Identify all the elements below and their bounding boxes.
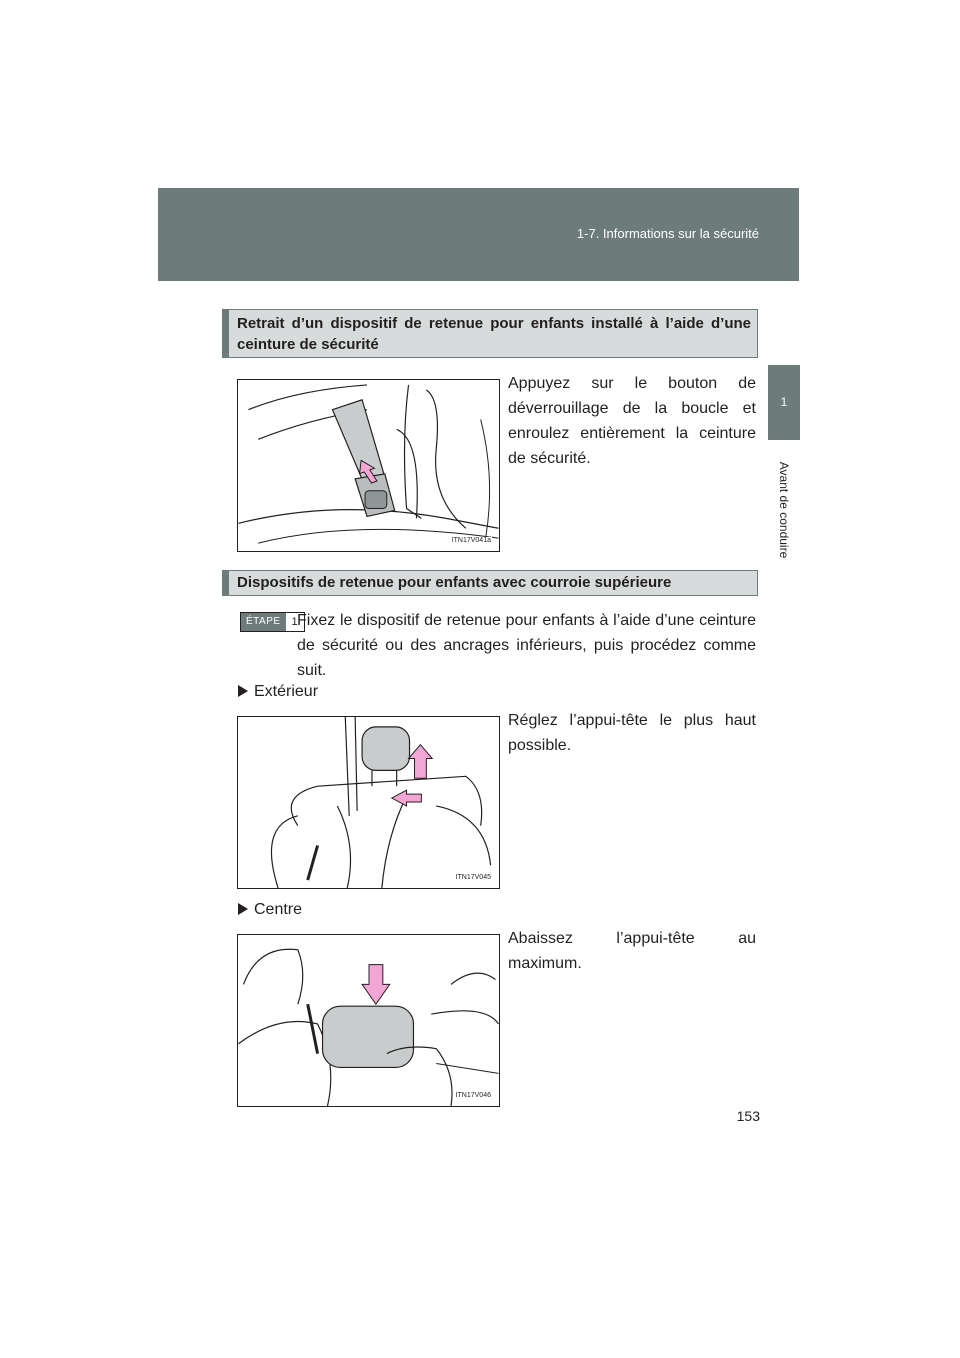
section-heading-removal: [222, 309, 758, 358]
step-badge: [240, 612, 305, 632]
raise-headrest-illustration: [238, 717, 499, 888]
heading-accent-bar: [223, 571, 229, 595]
heading-accent-bar: [223, 310, 229, 357]
figure-buckle-release: [237, 379, 500, 552]
triangle-bullet-icon: [238, 903, 248, 915]
chapter-title: 1-7. Informations sur la sécurité: [576, 226, 759, 241]
bullet-label: Extérieur: [254, 683, 319, 700]
instruction-lower-headrest: Abaissez l’appui-tête au maximum.: [508, 930, 756, 972]
figure-raise-headrest: [237, 716, 500, 889]
section-heading-text: Retrait d’un dispositif de retenue pour enfants installé à l’aide d’une ceinture de sécurité: [237, 315, 751, 353]
figure-code: ITN17V041a: [451, 537, 491, 544]
chapter-side-label: Avant de conduire: [777, 461, 791, 559]
triangle-bullet-icon: [238, 685, 248, 697]
bullet-label: Centre: [254, 901, 303, 918]
page-number: 153: [736, 1108, 760, 1124]
chapter-tab-number: 1: [780, 395, 788, 409]
bullet-exterior: [238, 681, 318, 703]
step-number: 1: [286, 613, 304, 631]
section-heading-text: Dispositifs de retenue pour enfants avec courroie supérieure: [237, 574, 672, 591]
chapter-side-tab: [768, 365, 800, 440]
figure-code: ITN17V045: [455, 874, 491, 881]
lower-headrest-illustration: [238, 935, 499, 1106]
step-label: ÉTAPE: [241, 613, 286, 631]
section-heading-top-tether: [222, 570, 758, 596]
instruction-raise-headrest: Réglez l’appui-tête le plus haut possible.: [508, 712, 756, 754]
chapter-header-band: [158, 188, 799, 281]
instruction-buckle-release: Appuyez sur le bouton de déverrouillage de la boucle et enroulez entièrement la ceinture de sécurité.: [508, 375, 756, 467]
figure-code: ITN17V046: [455, 1092, 491, 1099]
buckle-illustration: [238, 380, 499, 551]
step-instruction: Fixez le dispositif de retenue pour enfants à l’aide d’une ceinture de sécurité ou des ancrages inférieurs, puis procédez comme suit.: [297, 612, 756, 679]
figure-lower-headrest: [237, 934, 500, 1107]
bullet-center: [238, 899, 302, 921]
